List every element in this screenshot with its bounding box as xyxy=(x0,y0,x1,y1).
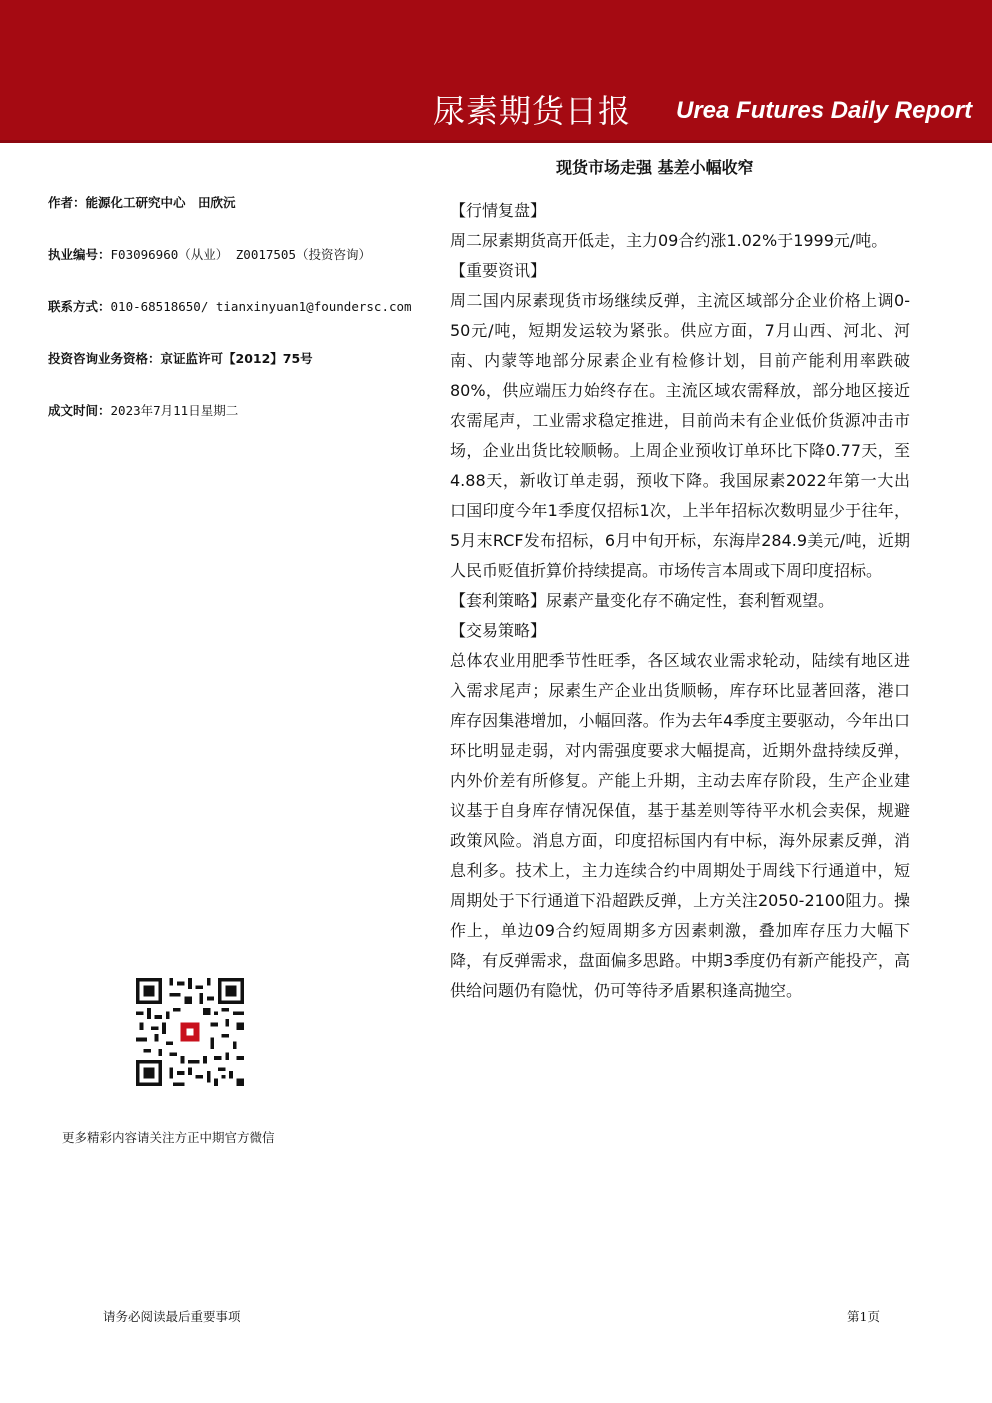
arbitrage-paragraph xyxy=(450,586,910,616)
header-divider xyxy=(0,140,992,143)
market-review-title: 【行情复盘】 xyxy=(450,201,547,220)
license-line xyxy=(48,245,371,263)
qr-caption: 更多精彩内容请关注方正中期官方微信 xyxy=(62,1130,275,1145)
report-title-en: Urea Futures Daily Report xyxy=(676,97,973,124)
trading-title: 【交易策略】 xyxy=(450,621,547,640)
license-value: F03096960（从业） Z0017505（投资咨询） xyxy=(110,247,371,262)
license-label: 执业编号： xyxy=(48,247,111,262)
report-headline: 现货市场走强 基差小幅收窄 xyxy=(556,158,754,177)
trading-body: 总体农业用肥季节性旺季，各区域农业需求轮动，陆续有地区进入需求尾声；尿素生产企业出货顺畅，库存环比显著回落，港口库存因集港增加，小幅回落。作为去年4季度主要驱动，今年出口环比明显走弱，对内需强度要求大幅提高，近期外盘持续反弹，内外价差有所修复。产能上升期，主动去库存阶段，生产企业建议基于自身库存情况保值，基于基差则等待平水机会卖保，规避政策风险。消息方面，印度招标国内有中标，海外尿素反弹，消息利多。技术上，主力连续合约中周期处于周线下行通道中，短周期处于下行通道下沿超跌反弹，上方关注2050-2100阻力。操作上，单边09合约短周期多方因素刺激，叠加库存压力大幅下降，有反弹需求，盘面偏多思路。中期3季度仍有新产能投产，高供给问题仍有隐忧，仍可等待矛盾累积逢高抛空。 xyxy=(450,651,910,1000)
author-line: 作者：能源化工研究中心 田欣沅 xyxy=(48,195,236,210)
market-review-body: 周二尿素期货高开低走，主力09合约涨1.02%于1999元/吨。 xyxy=(450,231,888,250)
contact-line xyxy=(48,297,412,315)
qualification-line: 投资咨询业务资格：京证监许可【2012】75号 xyxy=(48,351,313,366)
report-body xyxy=(450,196,910,1006)
date-line xyxy=(48,401,238,419)
arbitrage-title: 【套利策略】 xyxy=(450,591,547,610)
news-body: 周二国内尿素现货市场继续反弹，主流区域部分企业价格上调0-50元/吨，短期发运较为紧张。供应方面，7月山西、河北、河南、内蒙等地部分尿素企业有检修计划，目前产能利用率跌破80%，供应端压力始终存在。主流区域农需释放，部分地区接近农需尾声，工业需求稳定推进，目前尚未有企业低价货源冲击市场，企业出货比较顺畅。上周企业预收订单环比下降0.77天，至4.88天，新收订单走弱，预收下降。我国尿素2022年第一大出口国印度今年1季度仅招标1次，上半年招标次数明显少于往年，5月末RCF发布招标，6月中旬开标，东海岸284.9美元/吨，近期人民币贬值折算价持续提高。市场传言本周或下周印度招标。 xyxy=(450,291,910,580)
footer-disclaimer: 请务必阅读最后重要事项 xyxy=(103,1309,241,1324)
date-label: 成文时间： xyxy=(48,403,111,418)
wechat-qr-code xyxy=(136,978,244,1086)
contact-value: 010-68518650/ tianxinyuan1@foundersc.com xyxy=(110,299,412,314)
page-number: 第1页 xyxy=(847,1309,880,1324)
report-title-cn: 尿素期货日报 xyxy=(433,92,632,130)
news-title: 【重要资讯】 xyxy=(450,261,547,280)
contact-label: 联系方式： xyxy=(48,299,111,314)
date-value: 2023年7月11日星期二 xyxy=(110,403,239,418)
arbitrage-body: 尿素产量变化存不确定性，套利暂观望。 xyxy=(546,591,835,610)
